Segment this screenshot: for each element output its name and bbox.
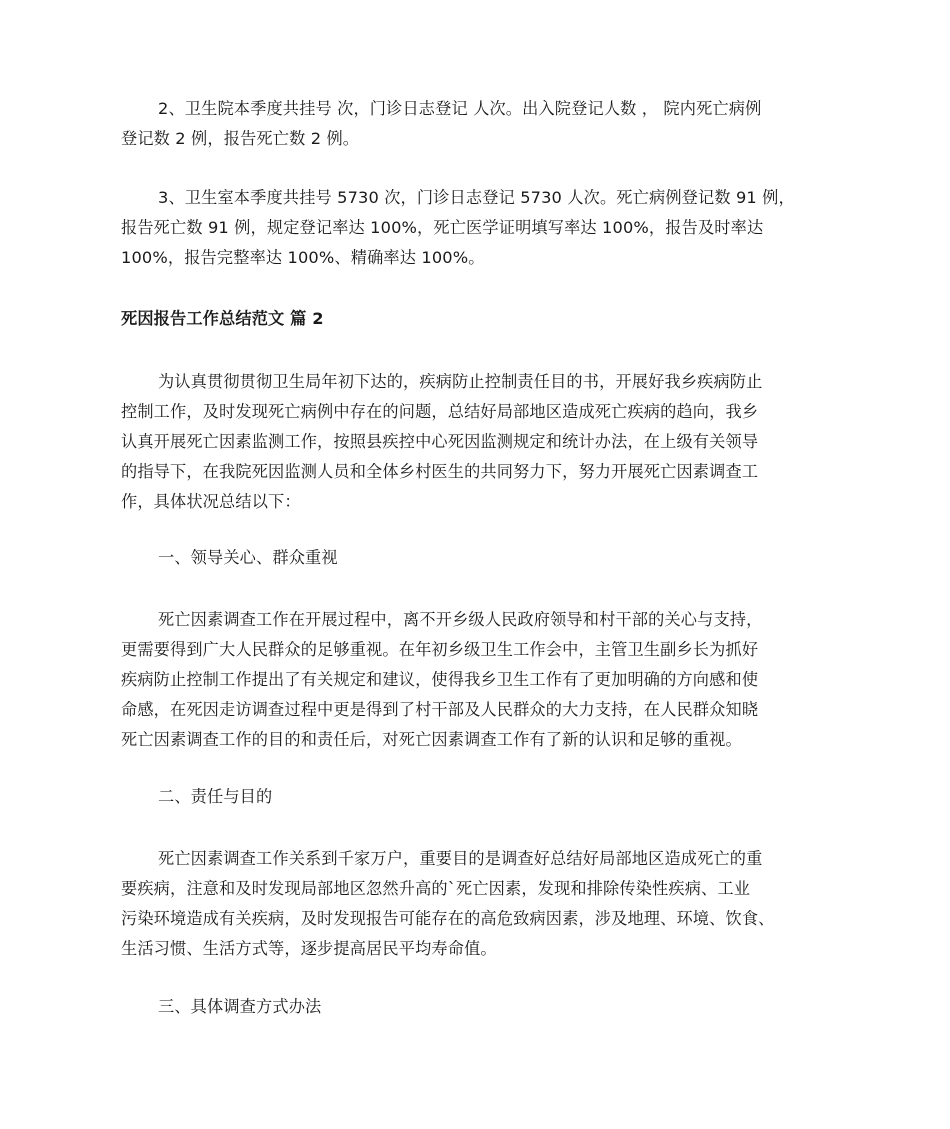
- text-line: 命感，在死因走访调查过程中更是得到了村干部及人民群众的大力支持，在人民群众知晓: [121, 700, 759, 719]
- subheading-text: 一、领导关心、群众重视: [158, 548, 338, 567]
- section-title-text: 死因报告工作总结范文 篇 2: [121, 309, 324, 328]
- text-line: 更需要得到广大人民群众的足够重视。在年初乡级卫生工作会中，主管卫生副乡长为抓好: [121, 640, 759, 659]
- text-line: 死亡因素调查工作在开展过程中，离不开乡级人民政府领导和村干部的关心与支持，: [158, 610, 763, 629]
- text-line: 登记数 2 例，报告死亡数 2 例。: [121, 129, 360, 148]
- subheading-text: 二、责任与目的: [158, 787, 273, 806]
- text-line: 的指导下，在我院死因监测人员和全体乡村医生的共同努力下，努力开展死亡因素调查工: [121, 462, 759, 481]
- text-line: 死亡因素调查工作的目的和责任后，对死亡因素调查工作有了新的认识和足够的重视。: [121, 730, 742, 749]
- text-line: 作，具体状况总结以下：: [121, 492, 301, 511]
- text-line: 生活习惯、生活方式等，逐步提高居民平均寿命值。: [121, 939, 497, 958]
- text-line: 3、卫生室本季度共挂号 5730 次，门诊日志登记 5730 人次。死亡病例登记数 91 例，: [158, 188, 795, 207]
- text-line: 认真开展死亡因素监测工作，按照县疾控中心死因监测规定和统计办法，在上级有关领导: [121, 432, 759, 451]
- text-line: 2、卫生院本季度共挂号 次，门诊日志登记 人次。出入院登记人数 ， 院内死亡病例: [158, 99, 762, 118]
- text-line: 要疾病，注意和及时发现局部地区忽然升高的`死亡因素，发现和排除传染性疾病、工业: [121, 879, 751, 898]
- text-line: 死亡因素调查工作关系到千家万户，重要目的是调查好总结好局部地区造成死亡的重: [158, 849, 763, 868]
- paragraph-leadership: [121, 605, 839, 755]
- subheading-methods: [121, 992, 839, 1022]
- text-line: 疾病防止控制工作提出了有关规定和建议，使得我乡卫生工作有了更加明确的方向感和使: [121, 670, 759, 689]
- paragraph-clinic-stats: [121, 183, 839, 273]
- paragraph-hospital-stats: [121, 94, 839, 154]
- text-line: 为认真贯彻贯彻卫生局年初下达的，疾病防止控制责任目的书，开展好我乡疾病防止: [158, 372, 763, 391]
- paragraph-intro: [121, 367, 839, 517]
- subheading-text: 三、具体调查方式办法: [158, 997, 322, 1016]
- subheading-leadership: [121, 543, 839, 573]
- text-line: 100%，报告完整率达 100%、精确率达 100%。: [121, 248, 485, 267]
- paragraph-responsibility: [121, 844, 839, 964]
- subheading-responsibility: [121, 782, 839, 812]
- text-line: 报告死亡数 91 例，规定登记率达 100%，死亡医学证明填写率达 100%，报告及时率达: [121, 218, 764, 237]
- section-title: [121, 304, 839, 334]
- text-line: 污染环境造成有关疾病，及时发现报告可能存在的高危致病因素，涉及地理、环境、饮食、: [121, 909, 775, 928]
- text-line: 控制工作，及时发现死亡病例中存在的问题，总结好局部地区造成死亡疾病的趋向，我乡: [121, 402, 759, 421]
